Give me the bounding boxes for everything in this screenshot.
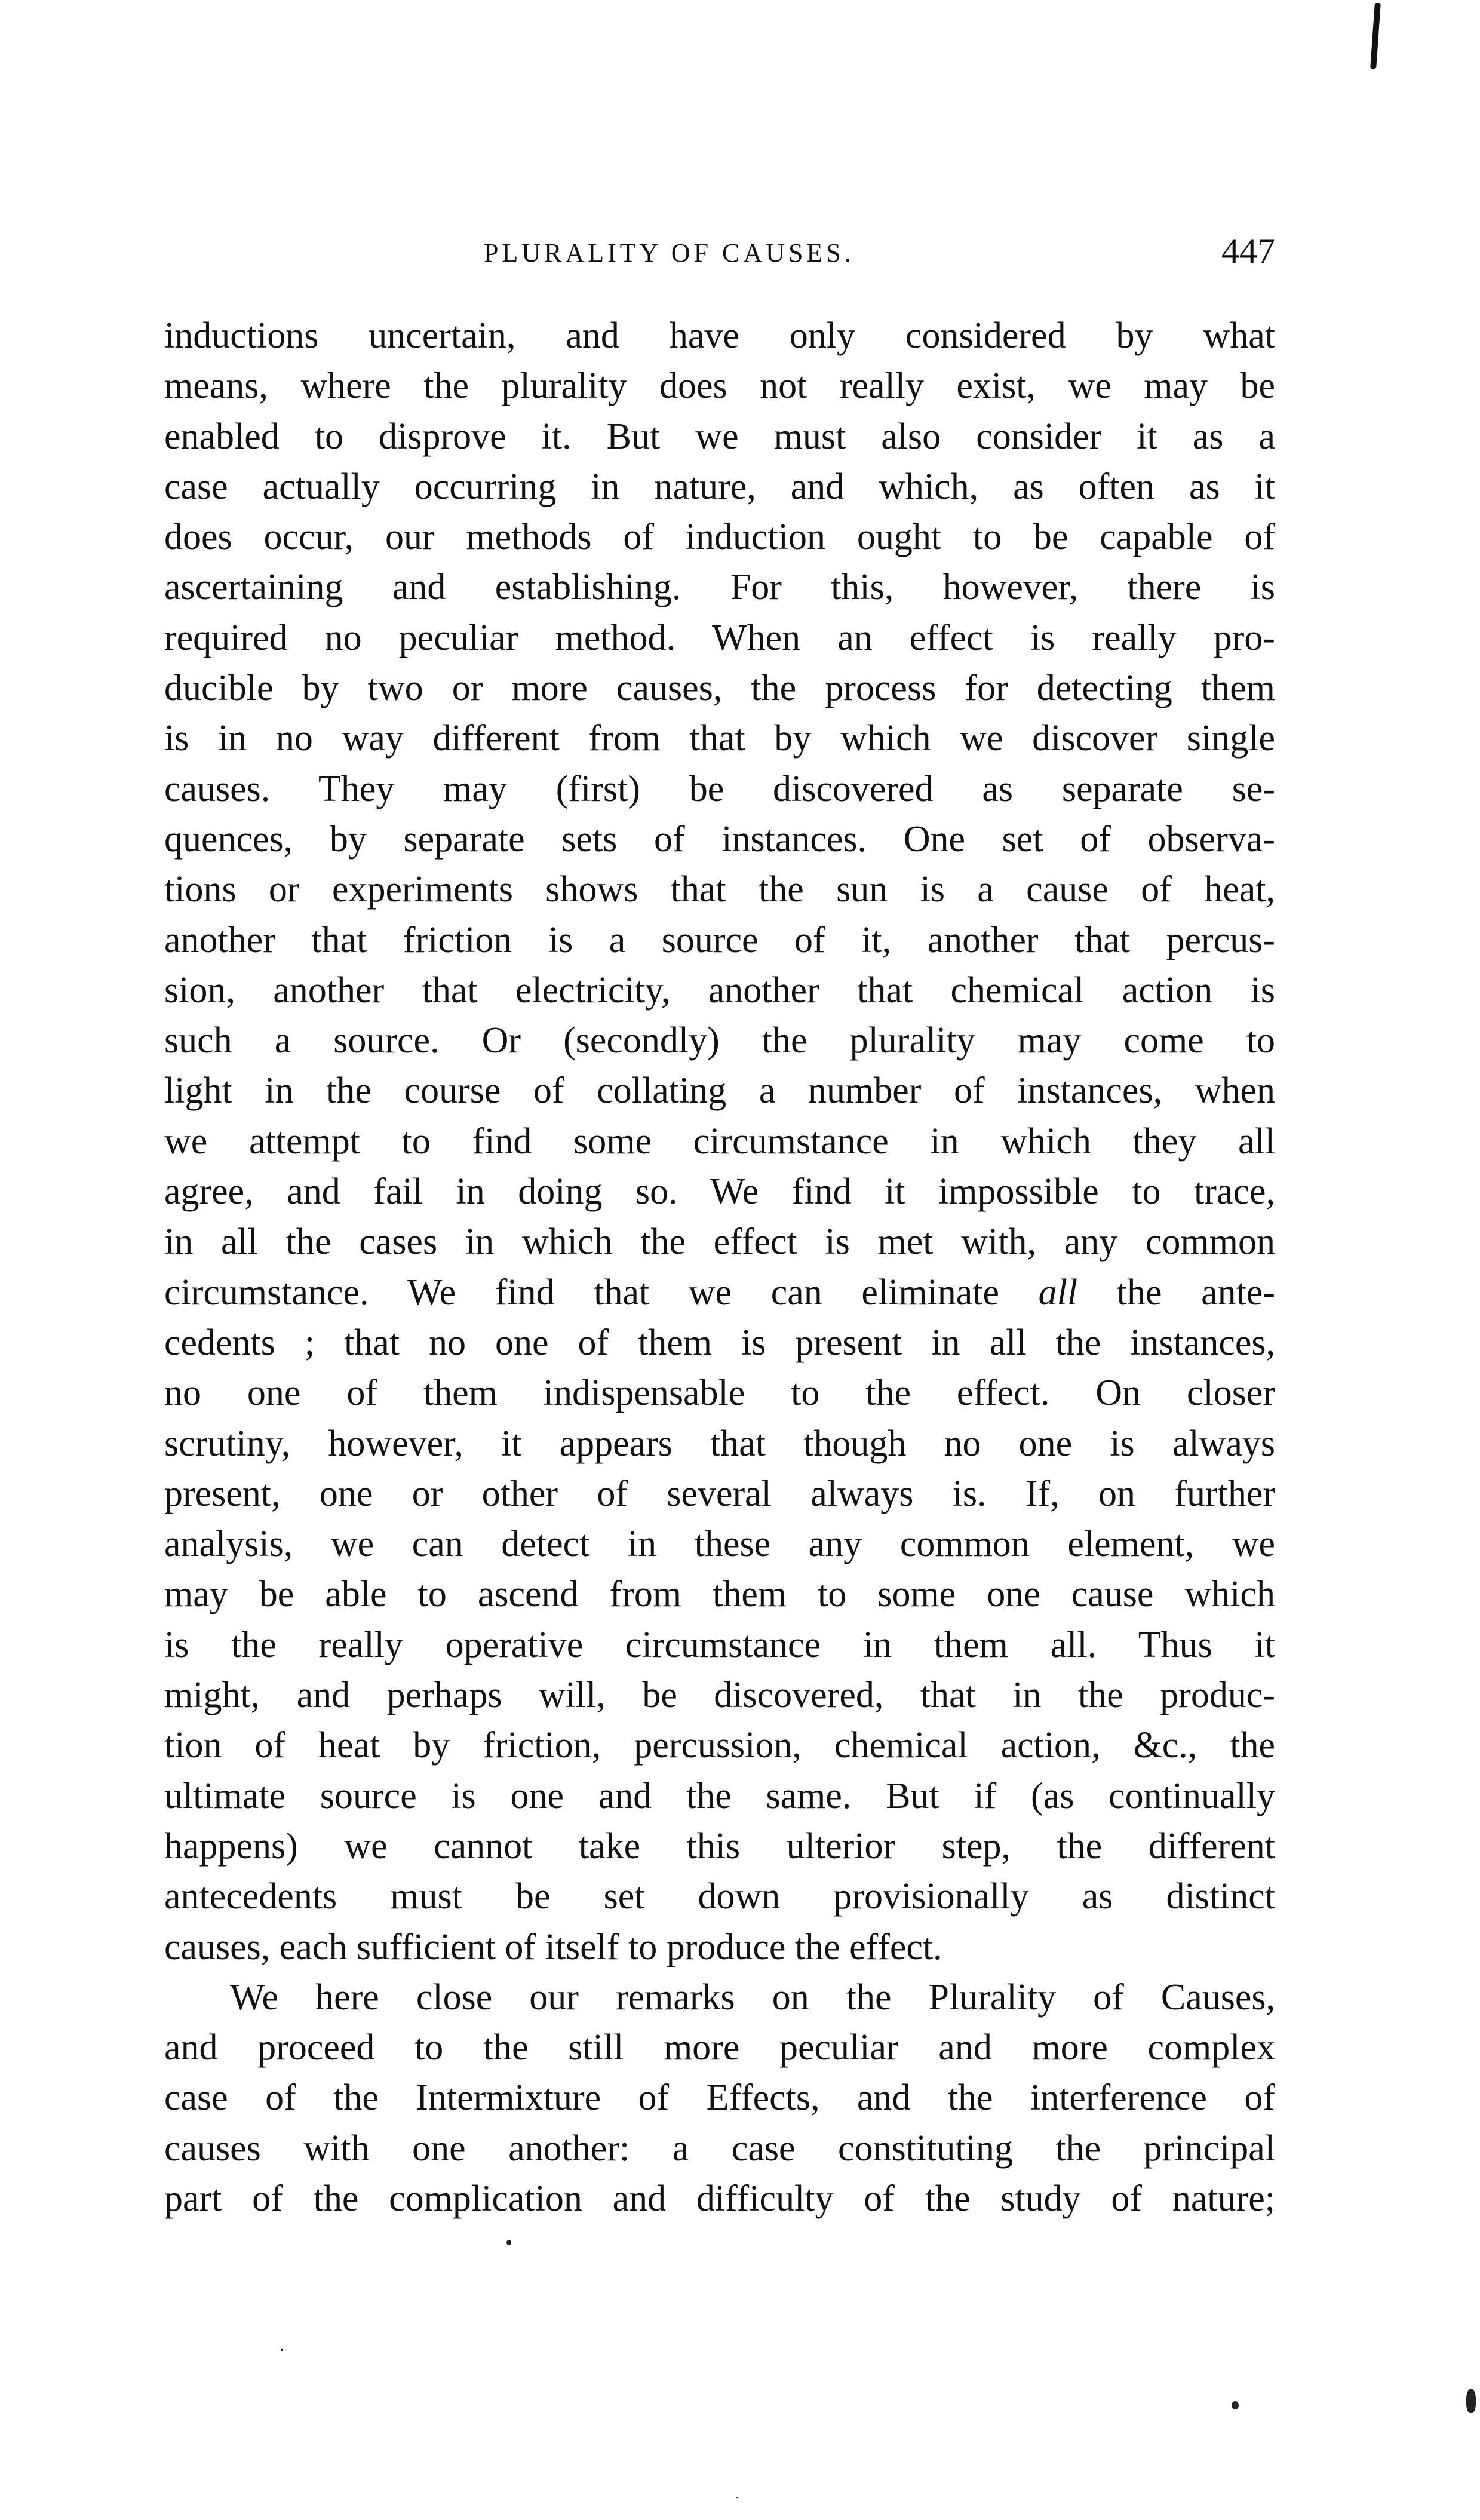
scan-speck xyxy=(1232,2401,1239,2409)
text-line: causes with one another: a case constituting the principal xyxy=(164,2128,1275,2169)
page-number: 447 xyxy=(1221,231,1275,271)
running-header xyxy=(164,231,1275,280)
text-line: and proceed to the still more peculiar and more complex xyxy=(164,2027,1275,2068)
text-line: sion, another that electricity, another that chemical action is xyxy=(164,969,1275,1011)
text-line: ultimate source is one and the same. But if (as continually xyxy=(164,1775,1275,1816)
text-line: such a source. Or (secondly) the plurality may come to xyxy=(164,1020,1275,1061)
italic-emphasis: all xyxy=(1038,1272,1078,1313)
text-line: agree, and fail in doing so. We find it impossible to trace, xyxy=(164,1171,1275,1213)
text-line: is the really operative circumstance in them all. Thus it xyxy=(164,1624,1275,1665)
text-line: case of the Intermixture of Effects, and the interference of xyxy=(164,2077,1275,2119)
text-line: we attempt to find some circumstance in which they all xyxy=(164,1121,1275,1162)
text-line: quences, by separate sets of instances. One set of observa- xyxy=(164,818,1275,860)
text-line: may be able to ascend from them to some one cause which xyxy=(164,1574,1275,1615)
text-line: We here close our remarks on the Plurality of Causes, xyxy=(230,1976,1275,2018)
text-line: causes. They may (first) be discovered as separate se- xyxy=(164,768,1275,809)
scan-speck xyxy=(1466,2389,1476,2413)
text-line: antecedents must be set down provisionally as distinct xyxy=(164,1876,1275,1917)
text-line: is in no way different from that by which we discover single xyxy=(164,718,1275,759)
text-line: ducible by two or more causes, the process for detecting them xyxy=(164,668,1275,709)
text-line: part of the complication and difficulty of the study of nature; xyxy=(164,2178,1275,2219)
text-line: might, and perhaps will, be discovered, that in the produc- xyxy=(164,1675,1275,1716)
scan-speck xyxy=(506,2240,511,2245)
text-line: tion of heat by friction, percussion, chemical action, &c., the xyxy=(164,1725,1275,1766)
text-line: inductions uncertain, and have only considered by what xyxy=(164,315,1275,356)
text-line: present, one or other of several always is. If, on further xyxy=(164,1473,1275,1514)
text-line: enabled to disprove it. But we must also consider it as a xyxy=(164,416,1275,457)
body-text xyxy=(164,311,1275,2224)
running-title: PLURALITY OF CAUSES. xyxy=(484,238,855,268)
text-line: required no peculiar method. When an effect is really pro- xyxy=(164,617,1275,658)
text-line-with-italic: circumstance. We find that we can eliminate all the ante- xyxy=(164,1272,1275,1313)
paragraph-1 xyxy=(164,311,1275,1972)
text-line: happens) we cannot take this ulterior step, the different xyxy=(164,1825,1275,1867)
text-line: no one of them indispensable to the effect. On closer xyxy=(164,1373,1275,1414)
text-line: ascertaining and establishing. For this, however, there is xyxy=(164,567,1275,608)
text-line: causes, each sufficient of itself to produce the effect. xyxy=(164,1926,942,1967)
text-line: cedents ; that no one of them is present in all the instances, xyxy=(164,1322,1275,1363)
scan-speck xyxy=(736,2497,738,2498)
scan-mark xyxy=(1370,3,1381,69)
text-line: another that friction is a source of it, another that percus- xyxy=(164,919,1275,960)
scan-speck xyxy=(281,2349,283,2351)
text-line: light in the course of collating a number of instances, when xyxy=(164,1070,1275,1112)
text-line: scrutiny, however, it appears that though no one is always xyxy=(164,1423,1275,1464)
text-line: in all the cases in which the effect is met with, any common xyxy=(164,1221,1275,1263)
text-line: means, where the plurality does not really exist, we may be xyxy=(164,366,1275,407)
text-line: does occur, our methods of induction ought to be capable of xyxy=(164,517,1275,558)
text-line: analysis, we can detect in these any common element, we xyxy=(164,1524,1275,1565)
paragraph-2 xyxy=(164,1972,1275,2224)
text-line: case actually occurring in nature, and which, as often as it xyxy=(164,466,1275,507)
text-line: tions or experiments shows that the sun is a cause of heat, xyxy=(164,869,1275,910)
